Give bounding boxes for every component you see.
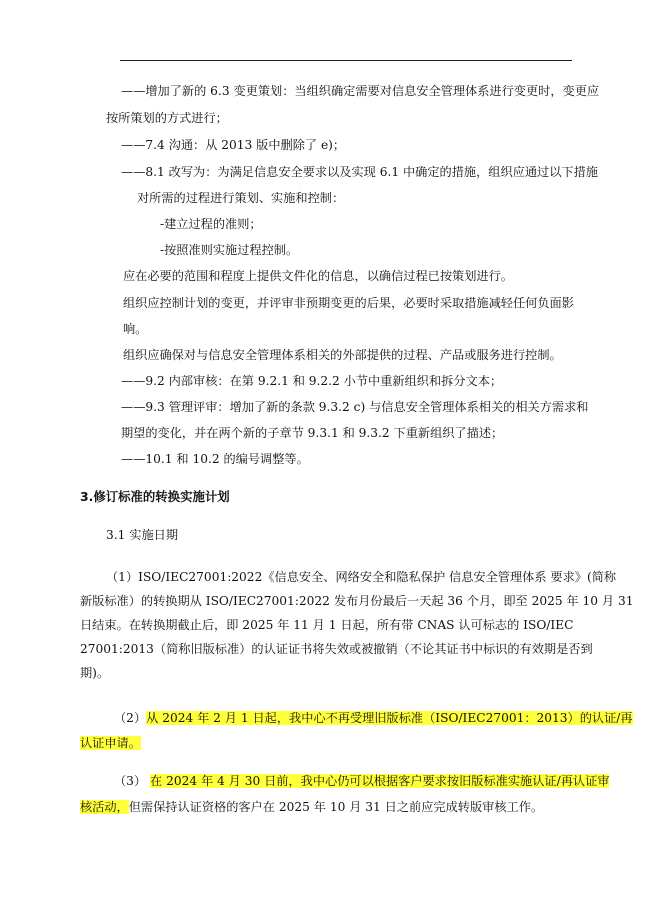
- sub-bullet: -建立过程的准则；: [160, 217, 262, 231]
- item-3-rest: 但需保持认证资格的客户在 2025 年 10 月 31 日之前应完成转版审核工作。: [128, 800, 544, 814]
- paragraph: 应在必要的范围和程度上提供文件化的信息，以确信过程已按策划进行。: [123, 269, 513, 283]
- item-1-line: 新版标准）的转换期从 ISO/IEC27001:2022 发布月份最后一天起 36 个月，即至 2025 年 10 月 31: [80, 594, 634, 608]
- paragraph: 组织应控制计划的变更，并评审非预期变更的后果，必要时采取措施减轻任何负面影: [123, 296, 574, 310]
- change-item-9-2: ——9.2 内部审核：在第 9.2.1 和 9.2.2 小节中重新组织和拆分文本；: [121, 374, 503, 388]
- item-1-line: （1）ISO/IEC27001:2022《信息安全、网络安全和隐私保护 信息安全管理体系 要求》(简称: [106, 570, 617, 584]
- item-3-line: [114, 773, 609, 789]
- change-item-6-3-cont: 按所策划的方式进行；: [106, 111, 228, 125]
- item-1-line: 27001:2013（简称旧版标准）的认证证书将失效或被撤销（不论其证书中标识的有效期是否到: [80, 642, 593, 656]
- change-item-10: ——10.1 和 10.2 的编号调整等。: [121, 452, 309, 466]
- item-3-prefix: （3）: [114, 774, 151, 788]
- subsection-heading: 3.1 实施日期: [106, 528, 179, 542]
- change-item-8-1-cont: 对所需的过程进行策划、实施和控制：: [137, 191, 345, 205]
- paragraph: 组织应确保对与信息安全管理体系相关的外部提供的过程、产品或服务进行控制。: [123, 348, 562, 362]
- change-item-7-4: ——7.4 沟通：从 2013 版中删除了 e)；: [121, 138, 346, 152]
- change-item-9-3-cont: 期望的变化，并在两个新的子章节 9.3.1 和 9.3.2 下重新组织了描述；: [121, 426, 504, 440]
- item-1-line: 期)。: [80, 666, 110, 680]
- item-2-line: [114, 710, 633, 726]
- item-2-prefix: （2）: [114, 711, 147, 725]
- header-rule: [120, 60, 572, 61]
- item-2-highlight: 从 2024 年 2 月 1 日起，我中心不再受理旧版标准（ISO/IEC27001：2013）的认证/再: [146, 711, 633, 725]
- change-item-9-3: ——9.3 管理评审：增加了新的条款 9.3.2 c) 与信息安全管理体系相关的相关方需求和: [121, 400, 589, 414]
- item-3-highlight: 在 2024 年 4 月 30 日前，我中心仍可以根据客户要求按旧版标准实施认证/再认证审: [150, 774, 610, 788]
- item-2-highlight-cont: 认证申请。: [80, 736, 141, 750]
- item-3-line: [80, 799, 543, 815]
- paragraph-cont: 响。: [123, 322, 148, 336]
- change-item-8-1: ——8.1 改写为：为满足信息安全要求以及实现 6.1 中确定的措施，组织应通过以下措施: [121, 165, 598, 179]
- sub-bullet: -按照准则实施过程控制。: [160, 243, 299, 257]
- change-item-6-3: ——增加了新的 6.3 变更策划：当组织确定需要对信息安全管理体系进行变更时，变更应: [121, 84, 600, 98]
- item-3-highlight-cont: 核活动，: [80, 800, 129, 814]
- item-2-line: [80, 735, 141, 751]
- section-heading: 3.修订标准的转换实施计划: [80, 489, 230, 504]
- item-1-line: 日结束。在转换期截止后，即 2025 年 11 月 1 日起，所有带 CNAS 认可标志的 ISO/IEC: [80, 618, 574, 632]
